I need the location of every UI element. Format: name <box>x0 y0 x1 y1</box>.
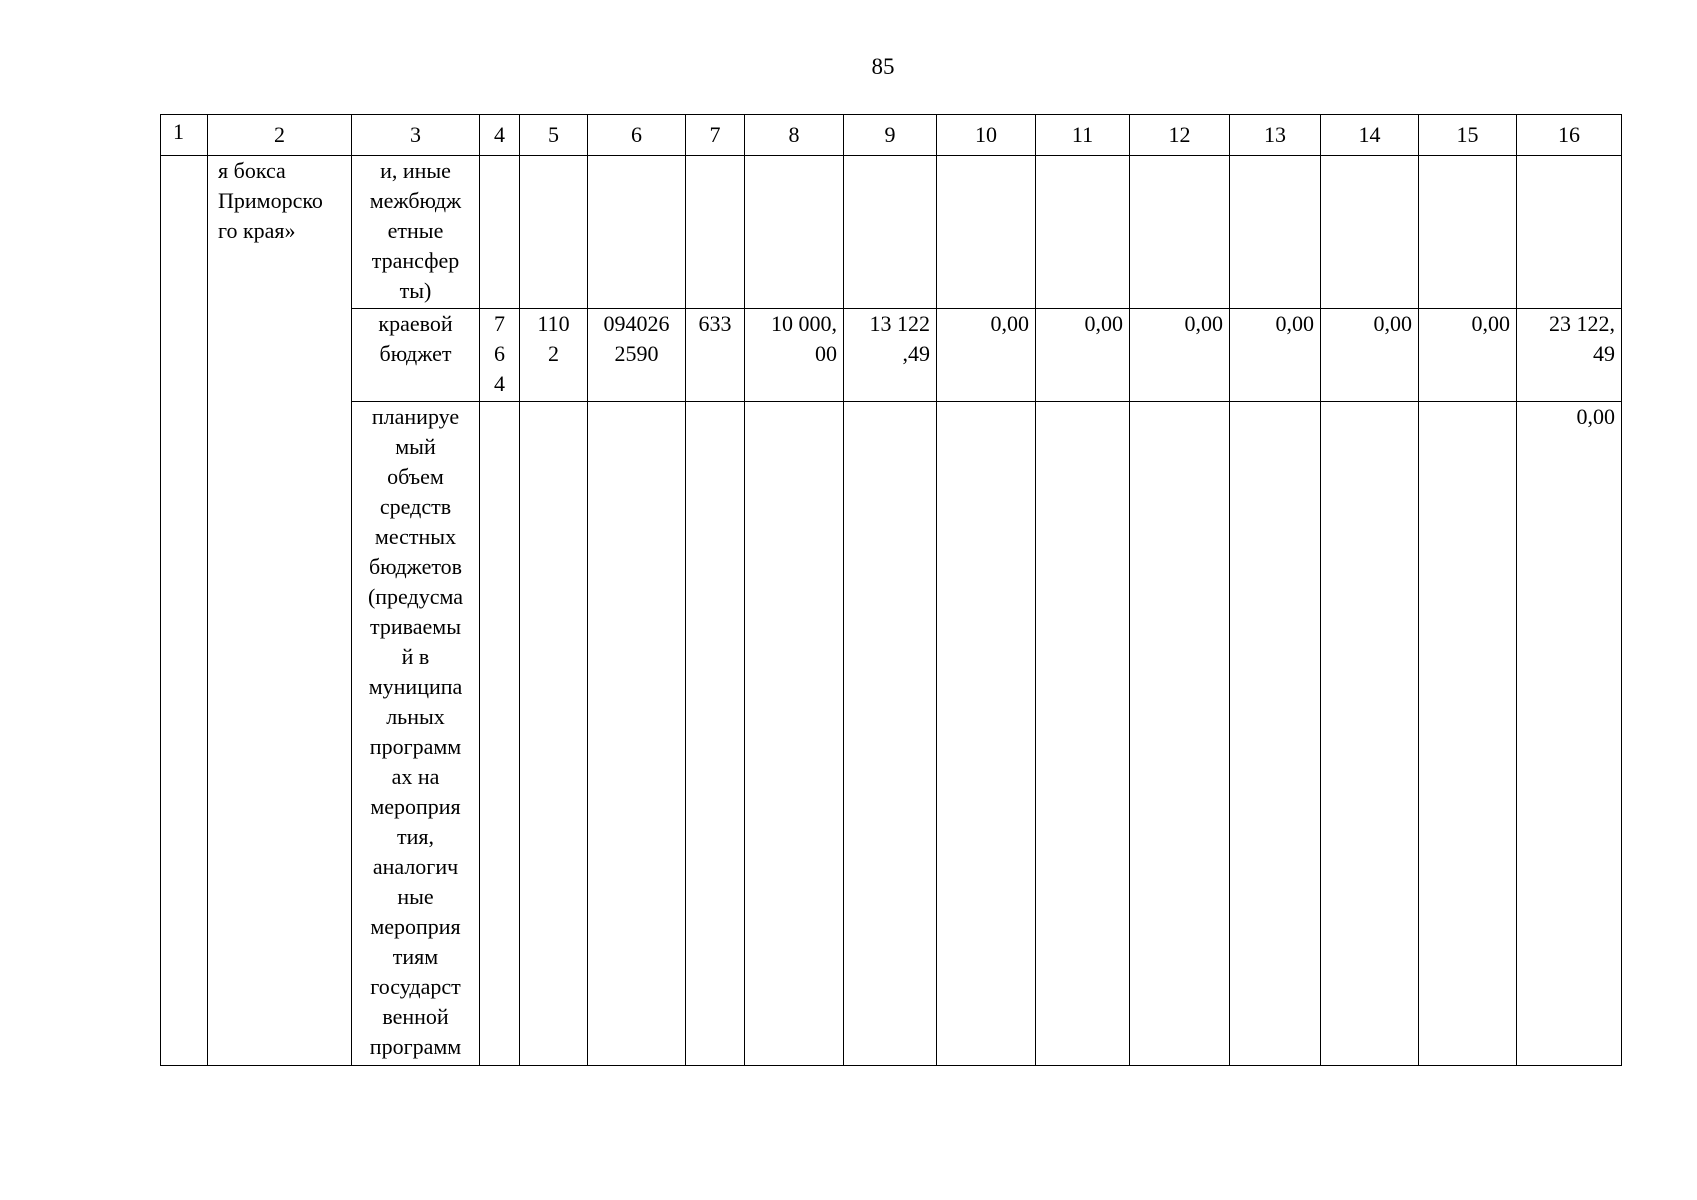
amount-cell <box>1419 309 1517 402</box>
table-cell <box>686 156 745 309</box>
header-cell: 4 <box>480 115 520 156</box>
target-article-cell <box>588 309 686 402</box>
header-cell: 15 <box>1419 115 1517 156</box>
table-cell <box>588 156 686 309</box>
table-cell <box>480 402 520 1066</box>
table-cell <box>1419 156 1517 309</box>
header-cell: 6 <box>588 115 686 156</box>
funding-source-cell <box>352 309 480 402</box>
amount-col14: 0,00 <box>1373 311 1412 336</box>
header-cell: 16 <box>1517 115 1622 156</box>
amount-col11: 0,00 <box>1084 311 1123 336</box>
amount-col8: 10 000, 00 <box>771 311 837 366</box>
expense-type: 633 <box>698 311 732 336</box>
amount-col10: 0,00 <box>990 311 1029 336</box>
funding-source-cell <box>352 402 480 1066</box>
table-cell <box>520 402 588 1066</box>
funding-source: и, иные межбюдж етные трансфер ты) <box>369 158 462 303</box>
header-cell: 11 <box>1036 115 1130 156</box>
total-cell <box>1517 309 1622 402</box>
event-name-cell <box>208 156 352 1066</box>
table-cell <box>1036 156 1130 309</box>
table-cell <box>1230 402 1321 1066</box>
amount-total: 0,00 <box>1576 404 1615 429</box>
table-cell <box>1517 156 1622 309</box>
amount-cell <box>1130 309 1230 402</box>
table-cell <box>520 156 588 309</box>
funding-source-cell <box>352 156 480 309</box>
header-cell: 12 <box>1130 115 1230 156</box>
page-number: 85 <box>871 54 895 79</box>
funding-source: краевой бюджет <box>378 311 453 366</box>
table-cell <box>1321 156 1419 309</box>
header-cell: 1 <box>161 115 208 156</box>
amount-cell <box>1036 309 1130 402</box>
header-cell: 10 <box>937 115 1036 156</box>
amount-cell <box>1321 309 1419 402</box>
event-name: я бокса Приморско го края» <box>218 158 323 243</box>
funding-source: планируе мый объем средств местных бюджетов (предусма триваемы й в муниципа льных программ ах на мероприя тия, аналогич ные мероприя тиям государст венной программ <box>367 404 464 1059</box>
budget-table <box>160 114 1622 1066</box>
amount-col9: 13 122 ,49 <box>869 311 930 366</box>
amount-cell <box>1230 309 1321 402</box>
table-cell <box>588 402 686 1066</box>
table-cell <box>844 402 937 1066</box>
table-cell <box>745 156 844 309</box>
header-cell: 3 <box>352 115 480 156</box>
amount-col13: 0,00 <box>1275 311 1314 336</box>
section-code-cell <box>520 309 588 402</box>
table-cell <box>745 402 844 1066</box>
grbs-code: 7 6 4 <box>494 311 505 396</box>
amount-col12: 0,00 <box>1184 311 1223 336</box>
header-cell: 7 <box>686 115 745 156</box>
table-cell <box>480 156 520 309</box>
table-cell <box>1130 402 1230 1066</box>
header-cell: 9 <box>844 115 937 156</box>
table-cell <box>1230 156 1321 309</box>
table-cell <box>1130 156 1230 309</box>
table-cell <box>1321 402 1419 1066</box>
grbs-code-cell <box>480 309 520 402</box>
table-cell <box>937 402 1036 1066</box>
table-cell <box>1419 402 1517 1066</box>
header-cell: 5 <box>520 115 588 156</box>
table-row <box>161 402 1622 1066</box>
amount-cell <box>745 309 844 402</box>
table-cell <box>937 156 1036 309</box>
table-cell <box>686 402 745 1066</box>
total-cell <box>1517 402 1622 1066</box>
amount-total: 23 122, 49 <box>1549 311 1615 366</box>
table-cell <box>1036 402 1130 1066</box>
header-cell: 8 <box>745 115 844 156</box>
amount-cell <box>937 309 1036 402</box>
row-number-cell <box>161 156 208 1066</box>
table-row <box>161 156 1622 309</box>
amount-col15: 0,00 <box>1471 311 1510 336</box>
amount-cell <box>844 309 937 402</box>
header-cell: 14 <box>1321 115 1419 156</box>
header-cell: 2 <box>208 115 352 156</box>
header-row <box>161 115 1622 156</box>
header-cell: 13 <box>1230 115 1321 156</box>
table-row <box>161 309 1622 402</box>
table-cell <box>844 156 937 309</box>
expense-type-cell <box>686 309 745 402</box>
section-code: 110 2 <box>537 311 570 366</box>
target-article: 094026 2590 <box>603 311 670 366</box>
